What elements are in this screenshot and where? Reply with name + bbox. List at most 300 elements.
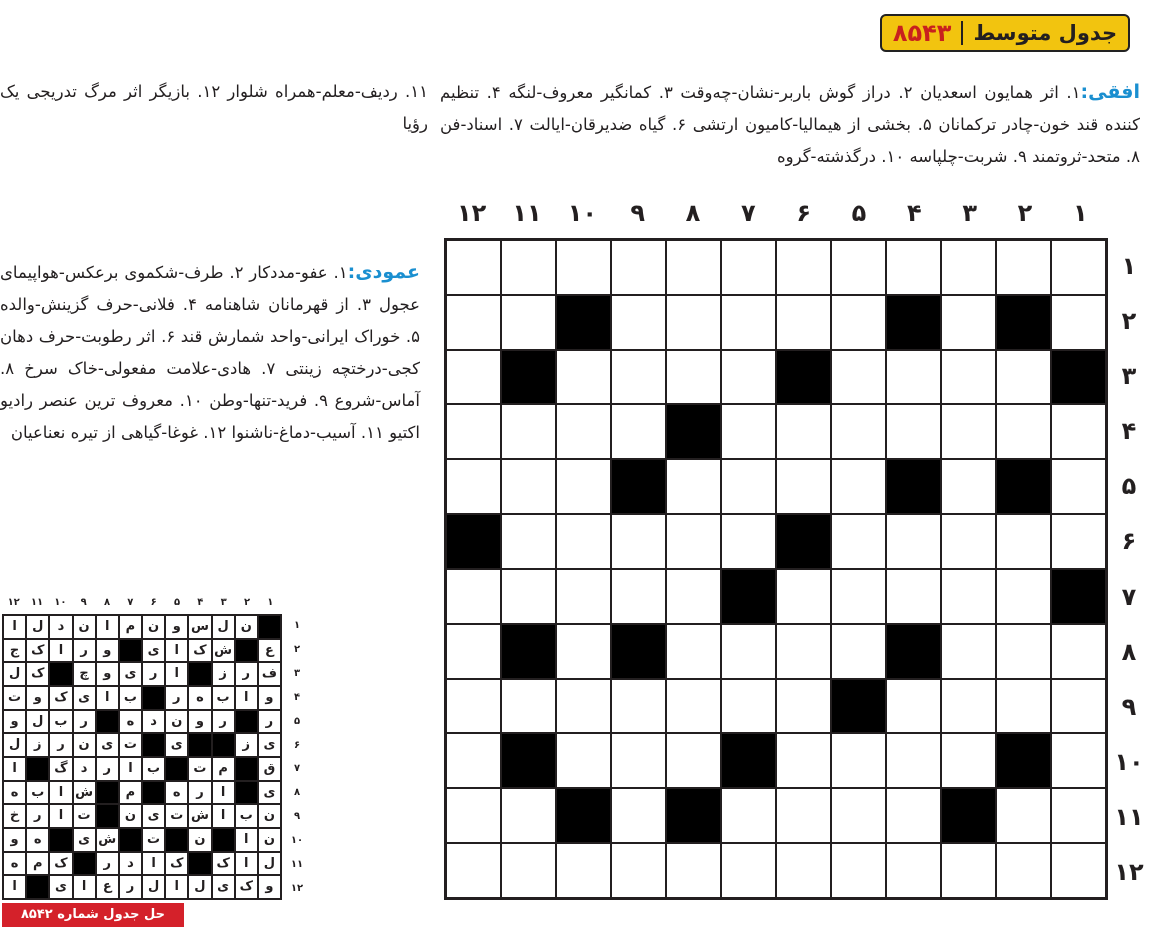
grid-cell[interactable]	[996, 240, 1051, 295]
grid-cell[interactable]	[886, 240, 941, 295]
solution-cell-black	[119, 828, 142, 852]
row-number: ۳	[1121, 361, 1137, 390]
solution-cell: د	[73, 757, 96, 781]
solution-cell-black	[235, 710, 258, 734]
grid-cell[interactable]	[611, 240, 666, 295]
grid-cell[interactable]	[611, 295, 666, 350]
solution-row-number: ۱۱	[290, 858, 304, 870]
row-number: ۷	[1121, 582, 1137, 611]
solution-cell: ل	[26, 710, 49, 734]
solution-row-number: ۴	[293, 691, 301, 703]
grid-cell[interactable]	[666, 295, 721, 350]
solution-cell-black	[165, 757, 188, 781]
solution-column-number: ۱۰	[54, 597, 67, 608]
solution-cell: ت	[165, 804, 188, 828]
grid-cell[interactable]	[611, 679, 666, 734]
solution-cell: ن	[73, 615, 96, 639]
solution-cell: ی	[142, 639, 165, 663]
grid-cell[interactable]	[556, 569, 611, 624]
grid-cell[interactable]	[446, 788, 501, 843]
grid-cell[interactable]	[776, 459, 831, 514]
grid-cell[interactable]	[831, 404, 886, 459]
solution-cell: ل	[212, 615, 235, 639]
grid-cell[interactable]	[831, 459, 886, 514]
solution-cell: ت	[3, 686, 26, 710]
solution-cell: ا	[235, 686, 258, 710]
grid-cell[interactable]	[556, 240, 611, 295]
grid-cell[interactable]	[721, 404, 776, 459]
solution-cell: ر	[49, 733, 72, 757]
column-number: ۸	[685, 199, 701, 227]
solution-cell: ک	[212, 852, 235, 876]
solution-cell: ت	[188, 757, 211, 781]
solution-cell-black	[142, 781, 165, 805]
grid-cell[interactable]	[831, 843, 886, 898]
solution-cell: ه	[119, 710, 142, 734]
solution-cell-black	[26, 875, 49, 899]
solution-cell: ه	[3, 852, 26, 876]
solution-cell: چ	[73, 662, 96, 686]
row-number: ۱۲	[1114, 858, 1144, 887]
solution-cell: ع	[96, 875, 119, 899]
solution-cell: ا	[73, 875, 96, 899]
solution-cell: ا	[165, 662, 188, 686]
solution-row-number: ۱۰	[290, 834, 304, 846]
grid-cell[interactable]	[941, 240, 996, 295]
solution-row-number: ۸	[293, 787, 301, 799]
grid-cell[interactable]	[776, 240, 831, 295]
solution-row-number: ۱۲	[290, 882, 304, 894]
grid-cell[interactable]	[1051, 459, 1106, 514]
solution-cell: و	[3, 710, 26, 734]
grid-cell[interactable]	[941, 295, 996, 350]
solution-cell: ق	[258, 757, 281, 781]
grid-cell[interactable]	[941, 569, 996, 624]
grid-cell[interactable]	[556, 459, 611, 514]
solution-cell: ر	[96, 852, 119, 876]
solution-cell-black	[235, 639, 258, 663]
grid-cell[interactable]	[996, 788, 1051, 843]
column-numbers	[444, 196, 1108, 230]
solution-cell: ل	[258, 852, 281, 876]
grid-cell[interactable]	[1051, 624, 1106, 679]
solution-cell: ب	[235, 804, 258, 828]
grid-cell[interactable]	[831, 514, 886, 569]
grid-cell[interactable]	[941, 350, 996, 405]
grid-cell[interactable]	[996, 843, 1051, 898]
down-clues	[0, 256, 420, 449]
grid-cell[interactable]	[886, 733, 941, 788]
column-number: ۱۰	[567, 199, 597, 227]
solution-cell: د	[49, 615, 72, 639]
solution-cell-black	[49, 662, 72, 686]
solution-column-number: ۴	[197, 597, 204, 608]
solution-row-number: ۲	[293, 644, 301, 656]
grid-cell[interactable]	[941, 624, 996, 679]
solution-cell: ز	[235, 733, 258, 757]
grid-cell-black	[886, 459, 941, 514]
solution-cell-black	[26, 757, 49, 781]
solution-cell: ل	[3, 733, 26, 757]
grid-cell[interactable]	[666, 843, 721, 898]
solution-cell: ج	[3, 639, 26, 663]
grid-cell[interactable]	[941, 679, 996, 734]
grid-cell[interactable]	[666, 350, 721, 405]
solution-cell: ا	[212, 781, 235, 805]
grid-cell[interactable]	[776, 569, 831, 624]
solution-cell: ش	[212, 639, 235, 663]
grid-cell[interactable]	[556, 514, 611, 569]
grid-cell[interactable]	[996, 569, 1051, 624]
grid-cell[interactable]	[831, 350, 886, 405]
grid-cell[interactable]	[831, 295, 886, 350]
grid-cell[interactable]	[1051, 404, 1106, 459]
grid-cell-black	[501, 733, 556, 788]
solution-cell: ر	[165, 686, 188, 710]
grid-cell[interactable]	[996, 514, 1051, 569]
column-number: ۱۱	[512, 199, 542, 227]
grid-cell[interactable]	[611, 569, 666, 624]
solution-column-number: ۵	[173, 597, 181, 608]
grid-cell[interactable]	[501, 788, 556, 843]
grid-cell[interactable]	[721, 240, 776, 295]
column-number: ۷	[741, 199, 756, 227]
grid-cell[interactable]	[721, 624, 776, 679]
grid-cell[interactable]	[941, 733, 996, 788]
solution-cell: ی	[258, 781, 281, 805]
grid-cell[interactable]	[611, 404, 666, 459]
grid-cell[interactable]	[446, 624, 501, 679]
solution-cell-black	[73, 852, 96, 876]
solution-cell: و	[3, 828, 26, 852]
down-heading: عمودی:	[347, 261, 420, 283]
grid-cell-black	[611, 459, 666, 514]
solution-cell: ر	[73, 639, 96, 663]
grid-cell[interactable]	[721, 350, 776, 405]
grid-cell[interactable]	[446, 295, 501, 350]
solution-row-numbers	[286, 614, 308, 900]
grid-cell[interactable]	[831, 733, 886, 788]
across-clues-continued	[0, 76, 428, 140]
grid-cell[interactable]	[666, 459, 721, 514]
grid-cell-black	[996, 459, 1051, 514]
grid-cell-black	[556, 788, 611, 843]
solution-cell: ا	[235, 828, 258, 852]
grid-cell[interactable]	[886, 404, 941, 459]
across-clues	[440, 76, 1140, 173]
solution-cell: ک	[165, 852, 188, 876]
solution-cell: ن	[165, 710, 188, 734]
solution-cell: ن	[258, 804, 281, 828]
solution-cell: ش	[96, 828, 119, 852]
column-number: ۱	[1073, 199, 1088, 227]
solution-row-number: ۳	[293, 668, 301, 680]
grid-cell[interactable]	[446, 240, 501, 295]
grid-cell[interactable]	[501, 514, 556, 569]
solution-cell: ا	[119, 757, 142, 781]
solution-cell: ا	[165, 875, 188, 899]
solution-cell: د	[119, 852, 142, 876]
grid-cell[interactable]	[611, 733, 666, 788]
grid-cell[interactable]	[556, 679, 611, 734]
solution-cell: ی	[119, 662, 142, 686]
row-numbers	[1112, 238, 1146, 900]
grid-cell[interactable]	[941, 843, 996, 898]
grid-cell[interactable]	[776, 788, 831, 843]
solution-cell: ر	[212, 710, 235, 734]
grid-cell[interactable]	[501, 679, 556, 734]
solution-cell: ک	[235, 875, 258, 899]
column-number: ۲	[1017, 199, 1033, 227]
grid-cell[interactable]	[886, 569, 941, 624]
grid-cell[interactable]	[666, 624, 721, 679]
grid-cell[interactable]	[1051, 679, 1106, 734]
solution-cell-black	[142, 733, 165, 757]
grid-cell[interactable]	[886, 679, 941, 734]
solution-cell-black	[258, 615, 281, 639]
row-number: ۶	[1121, 527, 1137, 556]
grid-cell[interactable]	[941, 514, 996, 569]
solution-cell: ا	[49, 781, 72, 805]
grid-cell[interactable]	[501, 404, 556, 459]
solution-cell: ی	[73, 828, 96, 852]
grid-cell[interactable]	[501, 843, 556, 898]
solution-cell: ب	[142, 757, 165, 781]
grid-cell[interactable]	[1051, 733, 1106, 788]
grid-cell[interactable]	[611, 788, 666, 843]
grid-cell-black	[996, 733, 1051, 788]
solution-cell: د	[142, 710, 165, 734]
solution-cell: ت	[73, 804, 96, 828]
grid-cell[interactable]	[776, 295, 831, 350]
row-number: ۹	[1121, 692, 1137, 721]
row-number: ۱۱	[1114, 803, 1144, 832]
solution-cell: م	[26, 852, 49, 876]
solution-column-number: ۶	[150, 597, 157, 608]
grid-cell[interactable]	[501, 459, 556, 514]
grid-cell[interactable]	[996, 679, 1051, 734]
grid-cell[interactable]	[666, 514, 721, 569]
solution-cell-black	[235, 781, 258, 805]
grid-cell[interactable]	[831, 624, 886, 679]
across-clues-text: ۱. اثر همایون اسعدیان ۲. دراز گوش باربر-نشان-چه‌وقت ۳. کمانگیر معروف-لنگه ۴. تنظیم کننده قند خون-چادر ترکمانان ۵. بخشی از هیمالیا-کامیون ارتشی ۶. گیاه ضدیرقان-ایالت ۷. اسناد-فن ۸. متحد-ثروتمند ۹. شربت-چلپاسه ۱۰. درگذشته-گروه	[440, 83, 1140, 166]
solution-cell: ی	[49, 875, 72, 899]
grid-cell[interactable]	[776, 733, 831, 788]
grid-cell[interactable]	[886, 788, 941, 843]
grid-cell[interactable]	[446, 459, 501, 514]
solution-cell: ت	[119, 733, 142, 757]
solution-cell: ا	[3, 615, 26, 639]
grid-cell[interactable]	[776, 679, 831, 734]
grid-cell-black	[886, 295, 941, 350]
row-number: ۴	[1121, 417, 1137, 446]
grid-cell[interactable]	[886, 514, 941, 569]
grid-cell[interactable]	[611, 350, 666, 405]
title-badge	[880, 14, 1130, 52]
across-heading: افقی:	[1080, 81, 1140, 103]
solution-column-number: ۸	[103, 597, 111, 608]
solution-cell: م	[119, 615, 142, 639]
solution-cell: ک	[26, 639, 49, 663]
grid-cell[interactable]	[721, 679, 776, 734]
solution-cell: ب	[119, 686, 142, 710]
grid-cell[interactable]	[831, 569, 886, 624]
solution-cell: ه	[26, 828, 49, 852]
solution-cell-black	[119, 639, 142, 663]
solution-column-number: ۱	[267, 597, 274, 608]
solution-cell: ر	[188, 781, 211, 805]
grid-cell-black	[446, 514, 501, 569]
solution-cell: و	[188, 710, 211, 734]
grid-cell-black	[556, 295, 611, 350]
solution-column-number: ۱۲	[7, 597, 20, 608]
grid-cell[interactable]	[446, 679, 501, 734]
solution-cell: ر	[119, 875, 142, 899]
grid-cell[interactable]	[446, 733, 501, 788]
solution-cell: گ	[49, 757, 72, 781]
solution-cell: ا	[3, 875, 26, 899]
across-clues-text-continued: ۱۱. ردیف-معلم-همراه شلوار ۱۲. بازیگر اثر مرگ تدریجی یک رؤیا	[0, 82, 428, 133]
grid-cell[interactable]	[1051, 514, 1106, 569]
solution-row-number: ۱	[293, 620, 301, 632]
solution-cell-black	[96, 804, 119, 828]
solution-cell: ف	[258, 662, 281, 686]
column-number: ۶	[796, 199, 811, 227]
column-number: ۵	[851, 199, 867, 227]
solution-cell: ه	[188, 686, 211, 710]
grid-cell[interactable]	[776, 404, 831, 459]
solution-cell: ب	[212, 686, 235, 710]
solution-cell: ک	[26, 662, 49, 686]
grid-cell[interactable]	[556, 404, 611, 459]
grid-cell[interactable]	[831, 240, 886, 295]
solution-cell: ه	[3, 781, 26, 805]
grid-cell[interactable]	[776, 624, 831, 679]
column-number: ۴	[907, 199, 922, 227]
grid-cell[interactable]	[556, 843, 611, 898]
solution-cell: ب	[26, 781, 49, 805]
solution-cell: ل	[3, 662, 26, 686]
solution-column-number: ۷	[127, 597, 134, 608]
solution-cell: ه	[165, 781, 188, 805]
grid-cell[interactable]	[556, 624, 611, 679]
solution-cell: ا	[235, 852, 258, 876]
solution-cell-black	[188, 662, 211, 686]
grid-cell[interactable]	[611, 843, 666, 898]
solution-row-number: ۹	[293, 811, 301, 823]
grid-cell[interactable]	[721, 514, 776, 569]
solution-cell-black	[142, 686, 165, 710]
column-number: ۳	[962, 199, 977, 227]
grid-cell[interactable]	[666, 679, 721, 734]
grid-cell[interactable]	[501, 569, 556, 624]
grid-cell[interactable]	[941, 404, 996, 459]
solution-cell: ن	[142, 615, 165, 639]
grid-cell[interactable]	[996, 624, 1051, 679]
solution-cell-black	[96, 781, 119, 805]
solution-cell: ر	[235, 662, 258, 686]
grid-cell[interactable]	[501, 295, 556, 350]
grid-cell-black	[611, 624, 666, 679]
grid-cell[interactable]	[886, 350, 941, 405]
solution-cell: و	[258, 686, 281, 710]
grid-cell[interactable]	[446, 350, 501, 405]
grid-cell[interactable]	[941, 459, 996, 514]
grid-cell[interactable]	[1051, 295, 1106, 350]
solution-cell: س	[188, 615, 211, 639]
grid-cell[interactable]	[1051, 843, 1106, 898]
grid-cell[interactable]	[886, 843, 941, 898]
title-number: ۸۵۴۳	[892, 19, 952, 47]
grid-cell[interactable]	[666, 733, 721, 788]
grid-cell-black	[776, 350, 831, 405]
solution-cell: ی	[142, 804, 165, 828]
solution-cell: ز	[212, 662, 235, 686]
solution-cell-black	[188, 852, 211, 876]
title-text: جدول متوسط	[973, 21, 1118, 45]
grid-cell-black	[666, 788, 721, 843]
grid-cell-black	[831, 679, 886, 734]
solution-row-number: ۷	[293, 763, 301, 775]
grid-cell-black	[886, 624, 941, 679]
grid-cell[interactable]	[666, 569, 721, 624]
grid-cell[interactable]	[776, 843, 831, 898]
solution-cell: ب	[49, 710, 72, 734]
solution-cell: ل	[142, 875, 165, 899]
grid-cell-black	[1051, 569, 1106, 624]
solution-column-numbers	[2, 597, 282, 613]
grid-cell[interactable]	[446, 843, 501, 898]
solution-cell: ی	[96, 733, 119, 757]
grid-cell[interactable]	[831, 788, 886, 843]
row-number: ۱۰	[1114, 748, 1144, 777]
solution-row-number: ۵	[293, 715, 301, 727]
grid-cell[interactable]	[721, 459, 776, 514]
solution-cell-black	[212, 828, 235, 852]
solution-cell: ی	[165, 733, 188, 757]
solution-cell: ی	[258, 733, 281, 757]
grid-cell-black	[666, 404, 721, 459]
grid-cell[interactable]	[666, 240, 721, 295]
grid-cell[interactable]	[721, 295, 776, 350]
grid-cell[interactable]	[721, 788, 776, 843]
column-number: ۹	[630, 199, 645, 227]
solution-cell: ر	[73, 710, 96, 734]
solution-cell: ن	[235, 615, 258, 639]
grid-cell[interactable]	[446, 404, 501, 459]
solution-cell: ل	[188, 875, 211, 899]
grid-cell-black	[1051, 350, 1106, 405]
grid-cell[interactable]	[501, 240, 556, 295]
solution-cell: ر	[142, 662, 165, 686]
solution-cell-black	[235, 757, 258, 781]
grid-cell[interactable]	[446, 569, 501, 624]
solution-cell-black	[165, 828, 188, 852]
solution-cell: و	[96, 662, 119, 686]
grid-cell[interactable]	[556, 350, 611, 405]
grid-cell[interactable]	[1051, 240, 1106, 295]
grid-cell[interactable]	[611, 514, 666, 569]
grid-cell[interactable]	[996, 350, 1051, 405]
grid-cell[interactable]	[556, 733, 611, 788]
solution-cell: ی	[212, 875, 235, 899]
solution-cell-black	[49, 828, 72, 852]
solution-row-number: ۶	[293, 739, 301, 751]
grid-cell[interactable]	[996, 404, 1051, 459]
grid-cell[interactable]	[721, 843, 776, 898]
row-number: ۸	[1121, 637, 1137, 666]
grid-cell[interactable]	[1051, 788, 1106, 843]
